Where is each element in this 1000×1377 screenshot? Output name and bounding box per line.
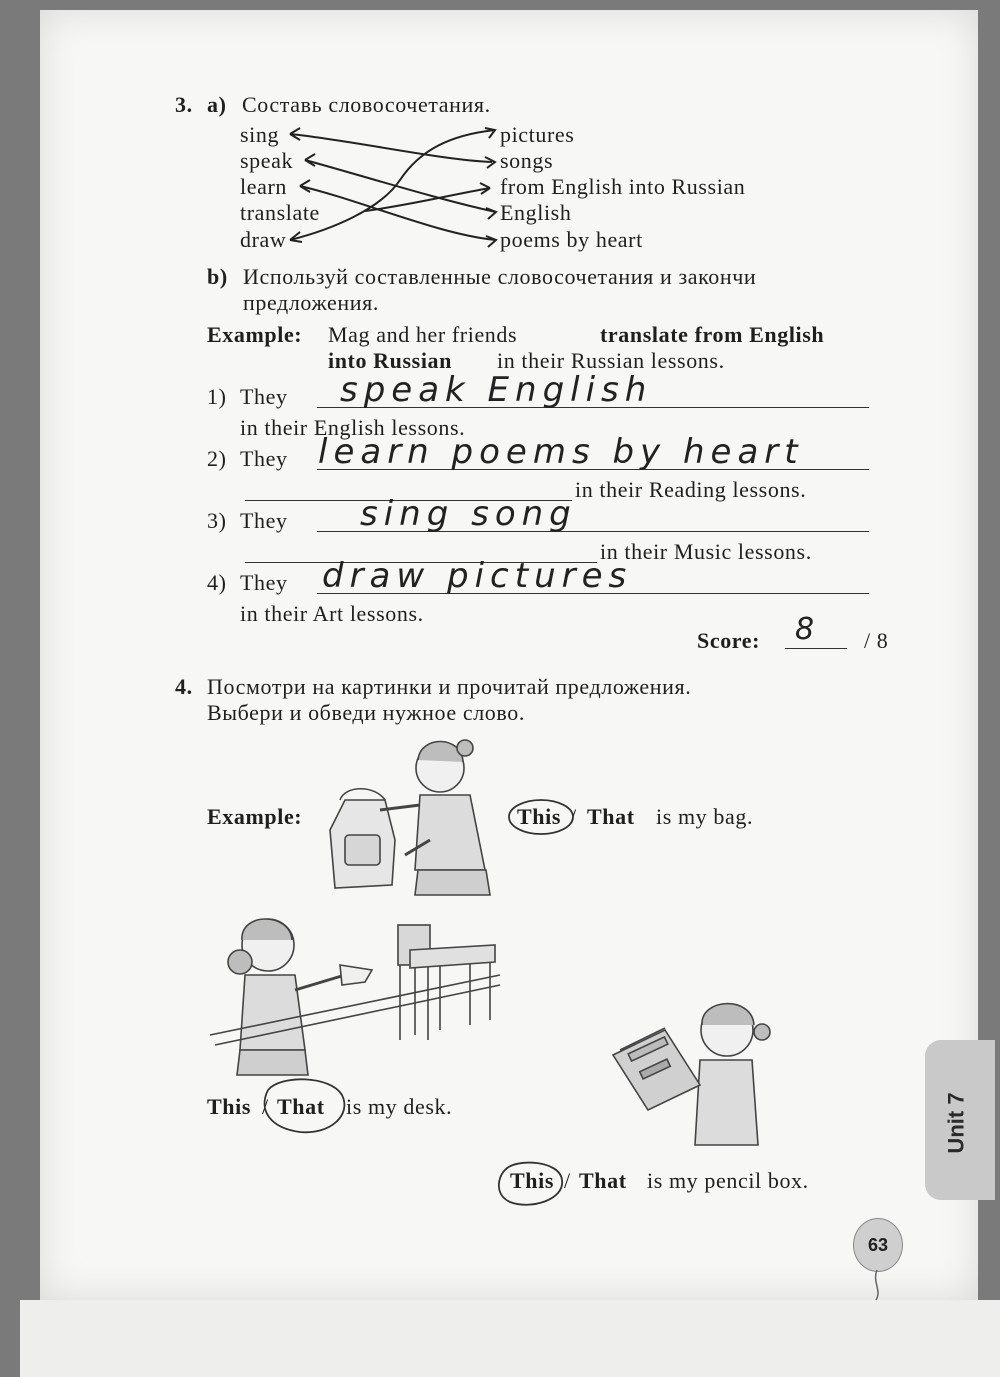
item-3-start: They <box>240 508 288 533</box>
item-2-answer[interactable]: learn poems by heart <box>318 432 804 472</box>
part-a-label: a) <box>207 92 227 117</box>
example-text-1: Mag and her friends <box>328 322 518 347</box>
object-english: English <box>500 200 572 225</box>
object-songs: songs <box>500 148 554 173</box>
sentence-3-that[interactable]: That <box>579 1168 627 1193</box>
sentence-3-this[interactable]: This <box>510 1168 554 1193</box>
verb-learn: learn <box>240 174 287 199</box>
item-1-answer[interactable]: speak English <box>340 370 653 410</box>
score-label: Score: <box>697 628 761 653</box>
sentence-2-rest: is my desk. <box>346 1094 453 1119</box>
exercise-4-instruction-line2: Выбери и обведи нужное слово. <box>207 700 525 725</box>
sentence-3-rest: is my pencil box. <box>647 1168 809 1193</box>
part-a-instruction: Составь словосочетания. <box>242 92 491 117</box>
score-total: / 8 <box>864 628 889 653</box>
page-number: 63 <box>867 1234 889 1255</box>
verb-speak: speak <box>240 148 294 173</box>
sentence-1-rest: is my bag. <box>656 804 754 829</box>
example-4-label: Example: <box>207 804 303 829</box>
item-2-number: 2) <box>207 446 227 471</box>
verb-translate: translate <box>240 200 320 225</box>
sentence-2-this[interactable]: This <box>207 1094 251 1119</box>
example-text-4: in their Russian lessons. <box>497 348 725 373</box>
verb-draw: draw <box>240 227 287 252</box>
item-1-end: in their English lessons. <box>240 415 466 440</box>
item-4-answer[interactable]: draw pictures <box>322 556 633 596</box>
item-4-start: They <box>240 570 288 595</box>
unit-side-tab-label: Unit 7 <box>944 1092 969 1154</box>
sentence-2-that[interactable]: That <box>277 1094 325 1119</box>
item-2-end: in their Reading lessons. <box>575 477 807 502</box>
object-poems-by-heart: poems by heart <box>500 227 643 252</box>
item-1-start: They <box>240 384 288 409</box>
part-b-instruction-line1: Используй составленные словосочетания и закончи <box>243 264 757 289</box>
sentence-1-that[interactable]: That <box>587 804 635 829</box>
exercise-4-instruction-line1: Посмотри на картинки и прочитай предложения. <box>207 674 692 699</box>
exercise-3-number: 3. <box>175 92 193 117</box>
part-b-label: b) <box>207 264 228 289</box>
item-3-end: in their Music lessons. <box>600 539 812 564</box>
sentence-2-sep: / <box>262 1094 269 1119</box>
item-4-end: in their Art lessons. <box>240 601 424 626</box>
item-1-number: 1) <box>207 384 227 409</box>
item-2-start: They <box>240 446 288 471</box>
sentence-1-sep: / <box>570 804 577 829</box>
part-b-instruction-line2: предложения. <box>243 290 379 315</box>
verb-sing: sing <box>240 122 280 147</box>
score-value[interactable]: 8 <box>795 612 821 647</box>
exercise-4-number: 4. <box>175 674 193 699</box>
item-3-answer[interactable]: sing song <box>360 494 577 534</box>
sentence-3-sep: / <box>564 1168 571 1193</box>
item-3-number: 3) <box>207 508 227 533</box>
example-text-3: into Russian <box>328 348 452 373</box>
object-from-english-into-russian: from English into Russian <box>500 174 746 199</box>
sentence-1-this[interactable]: This <box>517 804 561 829</box>
item-4-number: 4) <box>207 570 227 595</box>
example-label: Example: <box>207 322 303 347</box>
example-text-2: translate from English <box>600 322 825 347</box>
object-pictures: pictures <box>500 122 575 147</box>
